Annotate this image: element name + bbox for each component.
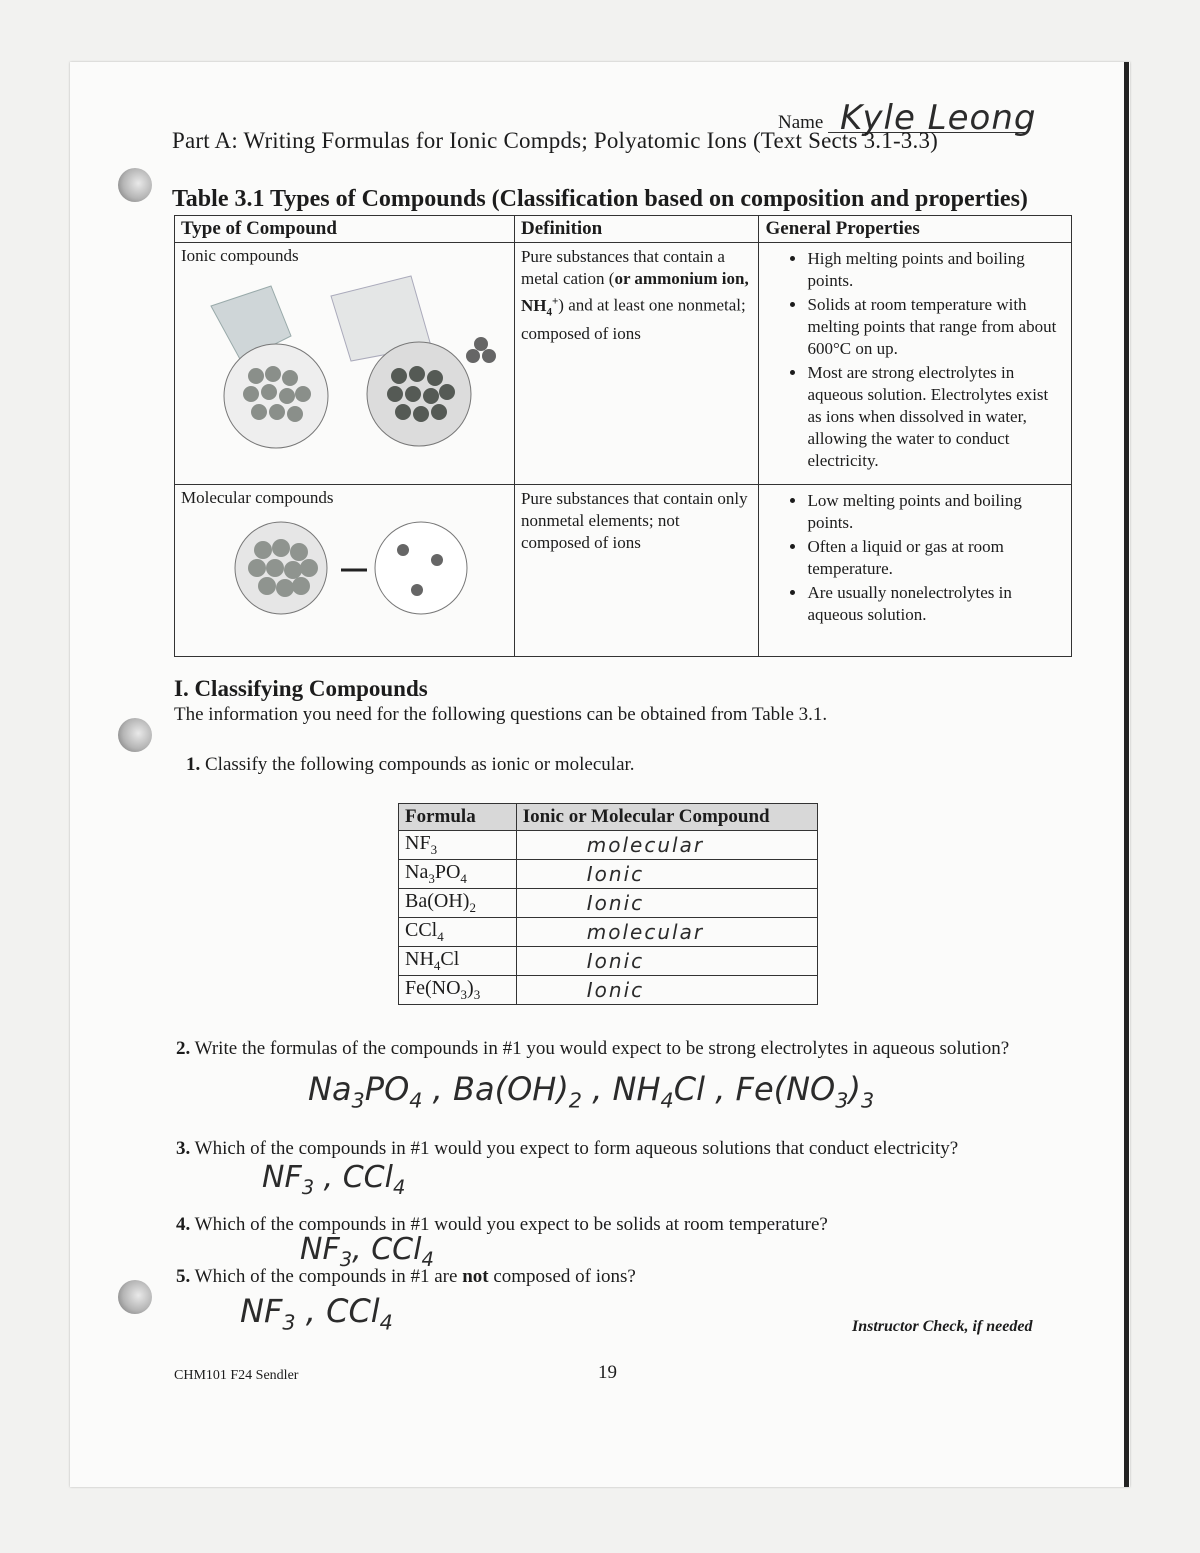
formula-cell: $Ba(OH)_2$ xyxy=(399,889,517,918)
column-header: Ionic or Molecular Compound xyxy=(516,804,817,831)
answer-3[interactable]: $NF_3$ , CCl$_4$ xyxy=(262,1160,406,1199)
table-caption: Table 3.1 Types of Compounds (Classification based on composition and properties) xyxy=(172,186,1028,212)
answer-cell[interactable]: molecular xyxy=(516,831,817,860)
question-number: 2. xyxy=(176,1038,191,1059)
question-4 xyxy=(176,1214,828,1236)
binder-hole xyxy=(118,718,152,752)
name-label: Name xyxy=(778,112,824,133)
table-row xyxy=(399,918,818,947)
question-text: Write the formulas of the compounds in #1 you would expect to be strong electrolytes in aqueous solution? xyxy=(194,1038,1010,1059)
type-cell xyxy=(175,243,515,485)
answer-2[interactable]: $Na_3PO_4$ , $Ba(OH)_2$ , $NH_4Cl$ , $Fe(NO_3)_3$ xyxy=(308,1070,875,1113)
question-1 xyxy=(186,754,635,776)
formula-cell: CCl$_4$ xyxy=(399,918,517,947)
question-emphasis: not xyxy=(462,1266,489,1287)
question-2 xyxy=(176,1038,1036,1060)
answer-4[interactable]: $NF_3$, CCl$_4$ xyxy=(300,1232,434,1271)
part-title: Part A: Writing Formulas for Ionic Compds; Polyatomic Ions (Text Sects 3.1-3.3) xyxy=(172,128,939,153)
section-subtitle: The information you need for the following questions can be obtained from Table 3.1. xyxy=(174,704,828,725)
list-item: • High melting points and boiling points. xyxy=(807,248,1065,292)
properties-list xyxy=(765,248,1065,472)
table-row xyxy=(399,889,818,918)
answer-5[interactable]: $NF_3$ , CCl$_4$ xyxy=(240,1292,393,1335)
column-header: General Properties xyxy=(759,216,1072,243)
question-text: Which of the compounds in #1 are xyxy=(194,1266,463,1287)
column-header: Formula xyxy=(399,804,517,831)
table-row xyxy=(399,860,818,889)
question-text: Classify the following compounds as ionic or molecular. xyxy=(205,754,635,775)
properties-list xyxy=(765,490,1065,626)
properties-cell xyxy=(759,243,1072,485)
instructor-check: Instructor Check, if needed xyxy=(852,1318,1033,1335)
answer-cell[interactable]: Ionic xyxy=(516,947,817,976)
page-edge-shadow xyxy=(1124,62,1129,1487)
page-number: 19 xyxy=(598,1362,617,1383)
formula-cell: $NH_4Cl$ xyxy=(399,947,517,976)
molecular-illustration xyxy=(181,508,501,648)
ionic-crystal-illustration xyxy=(181,266,501,476)
question-3 xyxy=(176,1138,1056,1160)
table-row xyxy=(399,947,818,976)
table-row xyxy=(399,831,818,860)
question-text: composed of ions? xyxy=(488,1266,636,1287)
type-label: Ionic compounds xyxy=(181,246,299,265)
list-item xyxy=(807,362,1065,472)
answer-cell[interactable]: molecular xyxy=(516,918,817,947)
list-item: • Are usually nonelectrolytes in aqueous solution. xyxy=(807,582,1065,626)
type-cell xyxy=(175,485,515,657)
question-text: Which of the compounds in #1 would you expect to form aqueous solutions that conduct electricity? xyxy=(194,1138,959,1159)
table-row xyxy=(399,976,818,1005)
formula-cell: $NF_3$ xyxy=(399,831,517,860)
answer-cell[interactable]: Ionic xyxy=(516,976,817,1005)
column-header: Type of Compound xyxy=(175,216,515,243)
type-label: Molecular compounds xyxy=(181,488,334,507)
question-number: 5. xyxy=(176,1266,191,1287)
answer-cell[interactable]: Ionic xyxy=(516,860,817,889)
student-name: Kyle Leong xyxy=(840,98,1037,138)
column-header: Definition xyxy=(514,216,759,243)
formula-cell: $Na_3PO_4$ xyxy=(399,860,517,889)
table-row xyxy=(175,485,1072,657)
property-text: Most are strong electrolytes in aqueous solution. Electrolytes exist as ions when dissolved in water, allowing the water to conduct electricity. xyxy=(807,363,1049,470)
list-item: • Solids at room temperature with melting points that range from about 600°C on up. xyxy=(807,294,1065,360)
section-title: I. Classifying Compounds xyxy=(174,676,428,701)
question-number: 1. xyxy=(186,754,201,775)
question-text: Which of the compounds in #1 would you expect to be solids at room temperature? xyxy=(194,1214,828,1235)
definition-cell: Pure substances that contain only nonmetal elements; not composed of ions xyxy=(514,485,759,657)
list-item: • Low melting points and boiling points. xyxy=(807,490,1065,534)
definition-cell: Pure substances that contain a metal cation (or ammonium ion, $NH_4^+$) and at least one nonmetal; composed of ions xyxy=(514,243,759,485)
compound-types-table xyxy=(174,215,1072,657)
list-item: • Often a liquid or gas at room temperature. xyxy=(807,536,1065,580)
table-header-row xyxy=(399,804,818,831)
properties-cell xyxy=(759,485,1072,657)
formula-cell: $Fe(NO_3)_3$ xyxy=(399,976,517,1005)
binder-hole xyxy=(118,168,152,202)
table-header-row xyxy=(175,216,1072,243)
binder-hole xyxy=(118,1280,152,1314)
answer-cell[interactable]: Ionic xyxy=(516,889,817,918)
question-number: 4. xyxy=(176,1214,191,1235)
question-number: 3. xyxy=(176,1138,191,1159)
question-5 xyxy=(176,1266,636,1288)
table-row xyxy=(175,243,1072,485)
footer-course: CHM101 F24 Sendler xyxy=(174,1368,299,1383)
classify-table xyxy=(398,803,818,1005)
